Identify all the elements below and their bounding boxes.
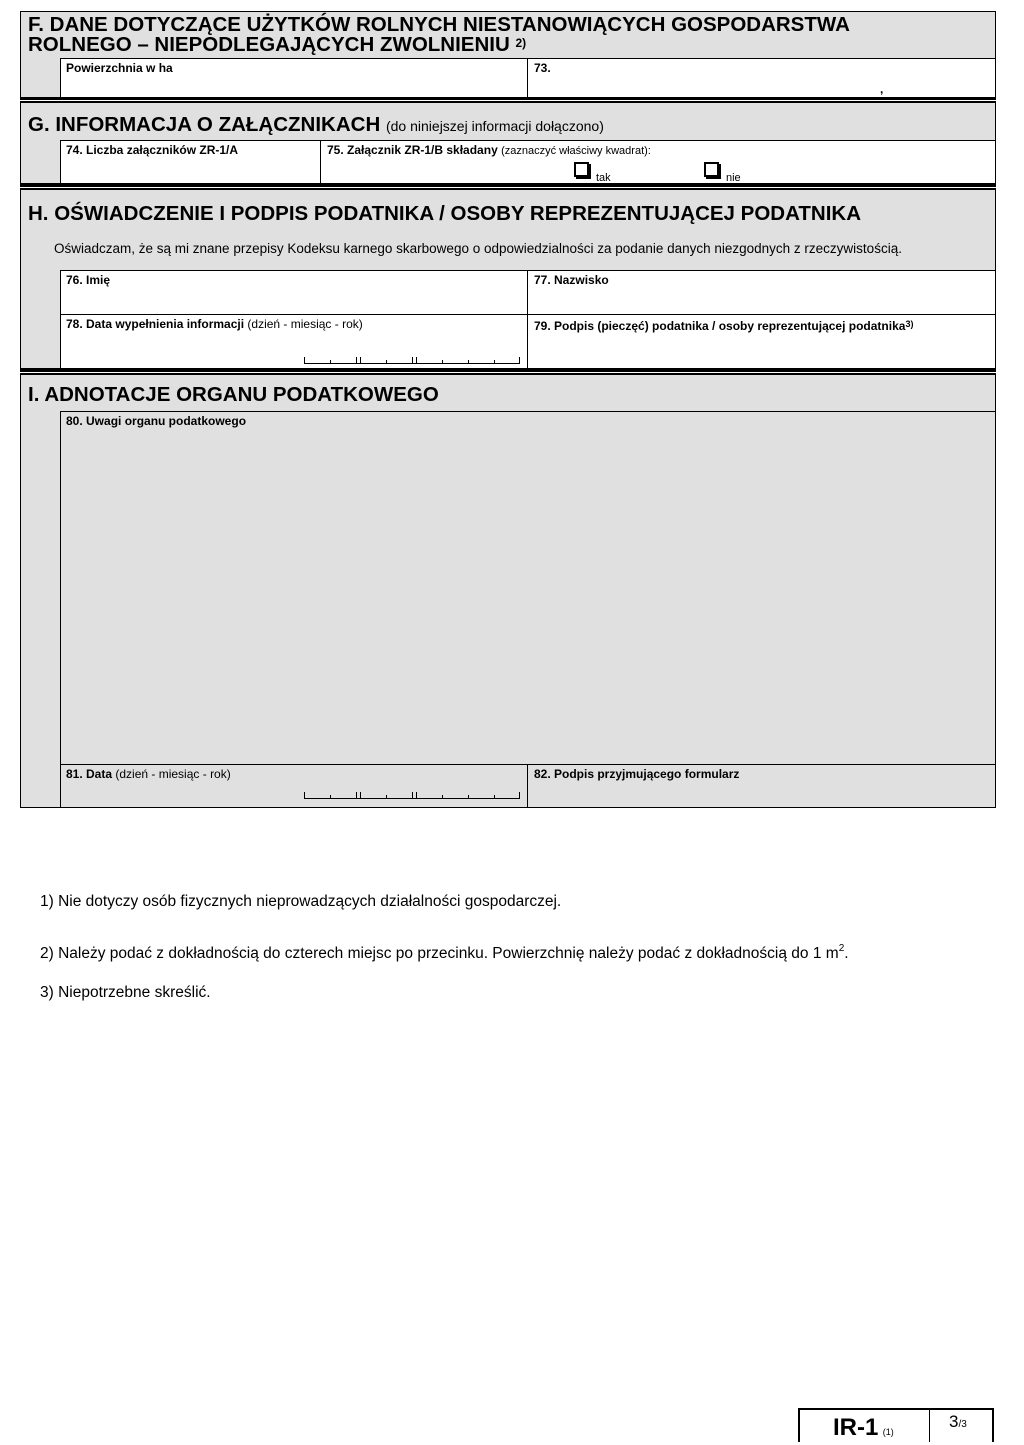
field-79-label: 79. Podpis (pieczęć) podatnika / osoby reprezentującej podatnika$^{3)}$ bbox=[534, 319, 914, 333]
checkbox-no-label: nie bbox=[726, 172, 741, 184]
statement-text: Oświadczam, że są mi znane przepisy Kodeksu karnego skarbowego o odpowiedzialności za podanie danych niezgodnych z rzeczywistością. bbox=[54, 241, 902, 256]
field-73-label: 73. bbox=[534, 61, 551, 75]
section-i-title: I. ADNOTACJE ORGANU PODATKOWEGO bbox=[28, 383, 439, 406]
field-76-label: 76. Imię bbox=[66, 273, 111, 287]
date-grid bbox=[304, 356, 520, 364]
field-80-label: 80. Uwagi organu podatkowego bbox=[66, 414, 247, 428]
field-76[interactable] bbox=[60, 270, 528, 315]
field-73[interactable] bbox=[527, 58, 996, 98]
area-field-label: Powierzchnia w ha bbox=[66, 61, 173, 75]
field-80[interactable] bbox=[60, 411, 996, 765]
checkbox-yes[interactable] bbox=[574, 162, 589, 177]
field-77-label: 77. Nazwisko bbox=[534, 273, 609, 287]
section-h-title: H. OŚWIADCZENIE I PODPIS PODATNIKA / OSOBY REPREZENTUJĄCEJ PODATNIKA bbox=[28, 202, 861, 225]
form-id-divider bbox=[929, 1408, 930, 1442]
field-75-label: 75. Załącznik ZR-1/B składany (zaznaczyć właściwy kwadrat): bbox=[327, 143, 651, 157]
field-78-label: 78. Data wypełnienia informacji (dzień - miesiąc - rok) bbox=[66, 317, 363, 331]
separator bbox=[20, 97, 996, 100]
field-73-decimal-mark: , bbox=[880, 82, 884, 96]
section-f-footnote-ref: 2) bbox=[515, 36, 527, 50]
checkbox-yes-label: tak bbox=[596, 172, 611, 184]
footnote-3: 3) Niepotrzebne skreślić. bbox=[40, 984, 211, 1001]
field-74-label: 74. Liczba załączników ZR-1/A bbox=[66, 143, 239, 157]
page-number: 3/3 bbox=[949, 1412, 967, 1431]
field-82-label: 82. Podpis przyjmującego formularz bbox=[534, 767, 740, 781]
separator bbox=[20, 369, 996, 372]
section-f-title-line2: ROLNEGO – NIEPODLEGAJĄCYCH ZWOLNIENIU bbox=[28, 33, 510, 56]
section-g-title: G. INFORMACJA O ZAŁĄCZNIKACH (do niniejszej informacji dołączono) bbox=[28, 113, 604, 136]
form-code: IR-1 (1) bbox=[833, 1414, 894, 1441]
footnote-2: 2) Należy podać z dokładnością do czterech miejsc po przecinku. Powierzchnię należy podać z dokładnością do 1 $m^2$. bbox=[40, 943, 849, 962]
separator bbox=[20, 184, 996, 187]
field-81-label: 81. Data (dzień - miesiąc - rok) bbox=[66, 767, 231, 781]
footnote-1: 1) Nie dotyczy osób fizycznych nieprowadzących działalności gospodarczej. bbox=[40, 893, 562, 910]
checkbox-no[interactable] bbox=[704, 162, 719, 177]
date-grid bbox=[304, 791, 520, 799]
section-f-title bbox=[28, 15, 988, 54]
section-f-title-line1: F. DANE DOTYCZĄCE UŻYTKÓW ROLNYCH NIESTANOWIĄCYCH GOSPODARSTWA bbox=[28, 13, 850, 36]
